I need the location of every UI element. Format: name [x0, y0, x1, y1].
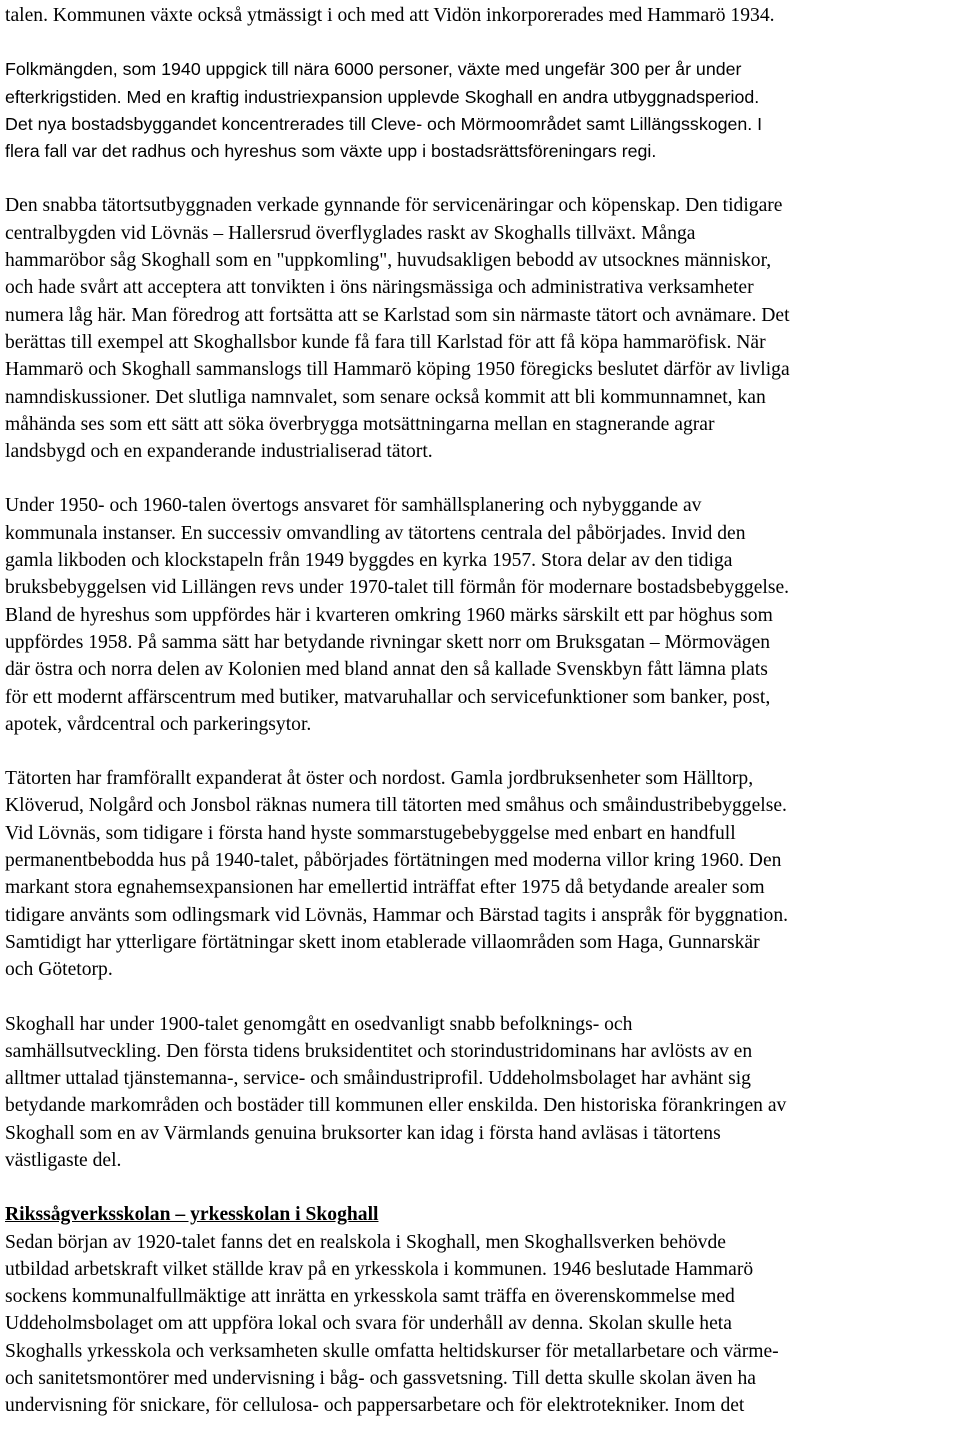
- text-line: flera fall var det radhus och hyreshus som växte upp i bostadsrättsföreningars regi.: [5, 141, 657, 162]
- text-line: Hammarö och Skoghall sammanslogs till Hammarö köping 1950 föregicks beslutet därför av livliga: [5, 359, 790, 381]
- text-line: landsbygd och en expanderande industrialiserad tätort.: [5, 441, 433, 463]
- text-line: undervisning för snickare, för cellulosa- och pappersarbetare och för elektrotekniker. Inom det: [5, 1395, 745, 1417]
- text-line: utbildad arbetskraft vilket ställde krav på en yrkesskola i kommunen. 1946 beslutade Hammarö: [5, 1258, 754, 1280]
- paragraph-gap: [5, 738, 957, 765]
- paragraph-samhallsutveckling: [5, 1011, 957, 1175]
- text-line: talen. Kommunen växte också ytmässigt i och med att Vidön inkorporerades med Hammarö 1934.: [5, 5, 775, 26]
- text-line: sockens kommunalfullmäktige att inrätta en yrkesskola samt träffa en överenskommelse med: [5, 1286, 735, 1308]
- text-line: Tätorten har framförallt expanderat åt öster och nordost. Gamla jordbruksenheter som Hälltorp,: [5, 768, 754, 790]
- text-line: västligaste del.: [5, 1149, 122, 1171]
- text-line: hammaröbor såg Skoghall som en "uppkomling", huvudsakligen bebodd av utsocknes människor,: [5, 250, 772, 272]
- paragraph-expansion: [5, 765, 957, 983]
- text-line: markant stora egnahemsexpansionen har emellertid inträffat efter 1975 då betydande arealer som: [5, 877, 765, 899]
- text-line: och Götetorp.: [5, 959, 113, 981]
- text-line: Klöverud, Nolgård och Jonsbol räknas numera till tätorten med småhus och småindustribebyggelse.: [5, 795, 787, 817]
- text-line: Under 1950- och 1960-talen övertogs ansvaret för samhällsplanering och nybyggande av: [5, 495, 702, 517]
- text-line: Skoghall har under 1900-talet genomgått en osedvanligt snabb befolknings- och: [5, 1013, 633, 1035]
- text-line: där östra och norra delen av Kolonien med bland annat den så kallade Svenskbyn fått lämna plats: [5, 659, 768, 681]
- text-line: bruksbebyggelsen vid Lillängen revs under 1970-talet till förmån för modernare bostadsbebyggelse.: [5, 577, 790, 599]
- text-line: Bland de hyreshus som uppfördes här i kvarteren omkring 1960 märks särskilt ett par höghus som: [5, 604, 773, 626]
- paragraph-tatortsutbyggnaden: [5, 192, 957, 465]
- text-line: kommunala instanser. En successiv omvandling av tätortens centrala del påbörjades. Invid den: [5, 522, 746, 544]
- paragraph-gap: [5, 984, 957, 1011]
- text-line: betydande markområden och bostäder till kommunen eller enskilda. Den historiska förankringen av: [5, 1095, 787, 1117]
- paragraph-yrkesskola: [5, 1229, 957, 1420]
- text-line: alltmer uttalad tjänstemanna-, service- och småindustriprofil. Uddeholmsbolaget har avhänt sig: [5, 1068, 751, 1090]
- text-line: måhända ses som ett sätt att söka överbrygga motsättningarna mellan en stagnerande agrar: [5, 413, 715, 435]
- text-line: för ett modernt affärscentrum med butiker, matvaruhallar och servicefunktioner som banker, post,: [5, 686, 771, 708]
- document-page: [5, 2, 957, 1420]
- text-line: uppfördes 1958. På samma sätt har betydande rivningar skett norr om Bruksgatan – Mörmovägen: [5, 631, 771, 653]
- text-line: Sedan början av 1920-talet fanns det en realskola i Skoghall, men Skoghallsverken behövde: [5, 1231, 726, 1253]
- text-line: samhällsutveckling. Den första tidens bruksidentitet och storindustridominans har avlösts av en: [5, 1040, 753, 1062]
- paragraph-gap: [5, 165, 957, 192]
- paragraph-gap: [5, 29, 957, 56]
- text-line: namndiskussioner. Det slutliga namnvalet, som senare också kommit att bli kommunnamnet, kan: [5, 386, 766, 408]
- text-line: gamla likboden och klockstapeln från 1949 byggdes en kyrka 1957. Stora delar av den tidiga: [5, 550, 733, 572]
- paragraph-kommunen: [5, 2, 957, 29]
- paragraph-gap: [5, 1174, 957, 1201]
- text-line: Det nya bostadsbyggandet koncentrerades till Cleve- och Mörmoområdet samt Lillängsskogen. I: [5, 113, 763, 134]
- text-line: centralbygden vid Lövnäs – Hallersrud överflyglades raskt av Skoghalls tillväxt. Många: [5, 222, 696, 244]
- text-line: Samtidigt har ytterligare förtätningar skett inom etablerade villaområden som Haga, Gunnarskär: [5, 931, 760, 953]
- text-line: permanentbebodda hus på 1940-talet, påbörjades förtätningen med moderna villor kring 1960. Den: [5, 850, 782, 872]
- section-heading-text: Rikssågverksskolan – yrkesskolan i Skoghall: [5, 1204, 379, 1226]
- text-line: Folkmängden, som 1940 uppgick till nära 6000 personer, växte med ungefär 300 per år under: [5, 59, 742, 80]
- paragraph-folkmangden: [5, 56, 957, 165]
- text-line: Den snabba tätortsutbyggnaden verkade gynnande för servicenäringar och köpenskap. Den tidigare: [5, 195, 783, 217]
- text-line: tidigare använts som odlingsmark vid Lövnäs, Hammar och Bärstad tagits i anspråk för byggnation.: [5, 904, 789, 926]
- text-line: Uddeholmsbolaget om att uppföra lokal och svara för underhåll av denna. Skolan skulle heta: [5, 1313, 732, 1335]
- text-line: efterkrigstiden. Med en kraftig industriexpansion upplevde Skoghall en andra utbyggnadsperiod.: [5, 86, 760, 107]
- text-line: och sanitetsmontörer med undervisning i båg- och gassvetsning. Till detta skulle skolan även ha: [5, 1368, 756, 1390]
- text-line: Skoghall som en av Värmlands genuina bruksorter kan idag i första hand avläsas i tätortens: [5, 1122, 721, 1144]
- paragraph-samhallsplanering: [5, 492, 957, 738]
- section-heading: [5, 1201, 957, 1228]
- paragraph-gap: [5, 465, 957, 492]
- text-line: Skoghalls yrkesskola och verksamheten skulle omfatta heltidskurser för metallarbetare och värme-: [5, 1340, 779, 1362]
- text-line: numera låg här. Man föredrog att fortsätta att se Karlstad som sin närmaste tätort och avnämare. Det: [5, 304, 790, 326]
- text-line: apotek, vårdcentral och parkeringsytor.: [5, 713, 312, 735]
- text-line: berättas till exempel att Skoghallsbor kunde få fara till Karlstad för att få köpa hammaröfisk. När: [5, 331, 766, 353]
- text-line: och hade svårt att acceptera att tonvikten i öns näringsmässiga och administrativa verksamheter: [5, 277, 754, 299]
- text-line: Vid Lövnäs, som tidigare i första hand hyste sommarstugebebyggelse med enbart en handfull: [5, 822, 736, 844]
